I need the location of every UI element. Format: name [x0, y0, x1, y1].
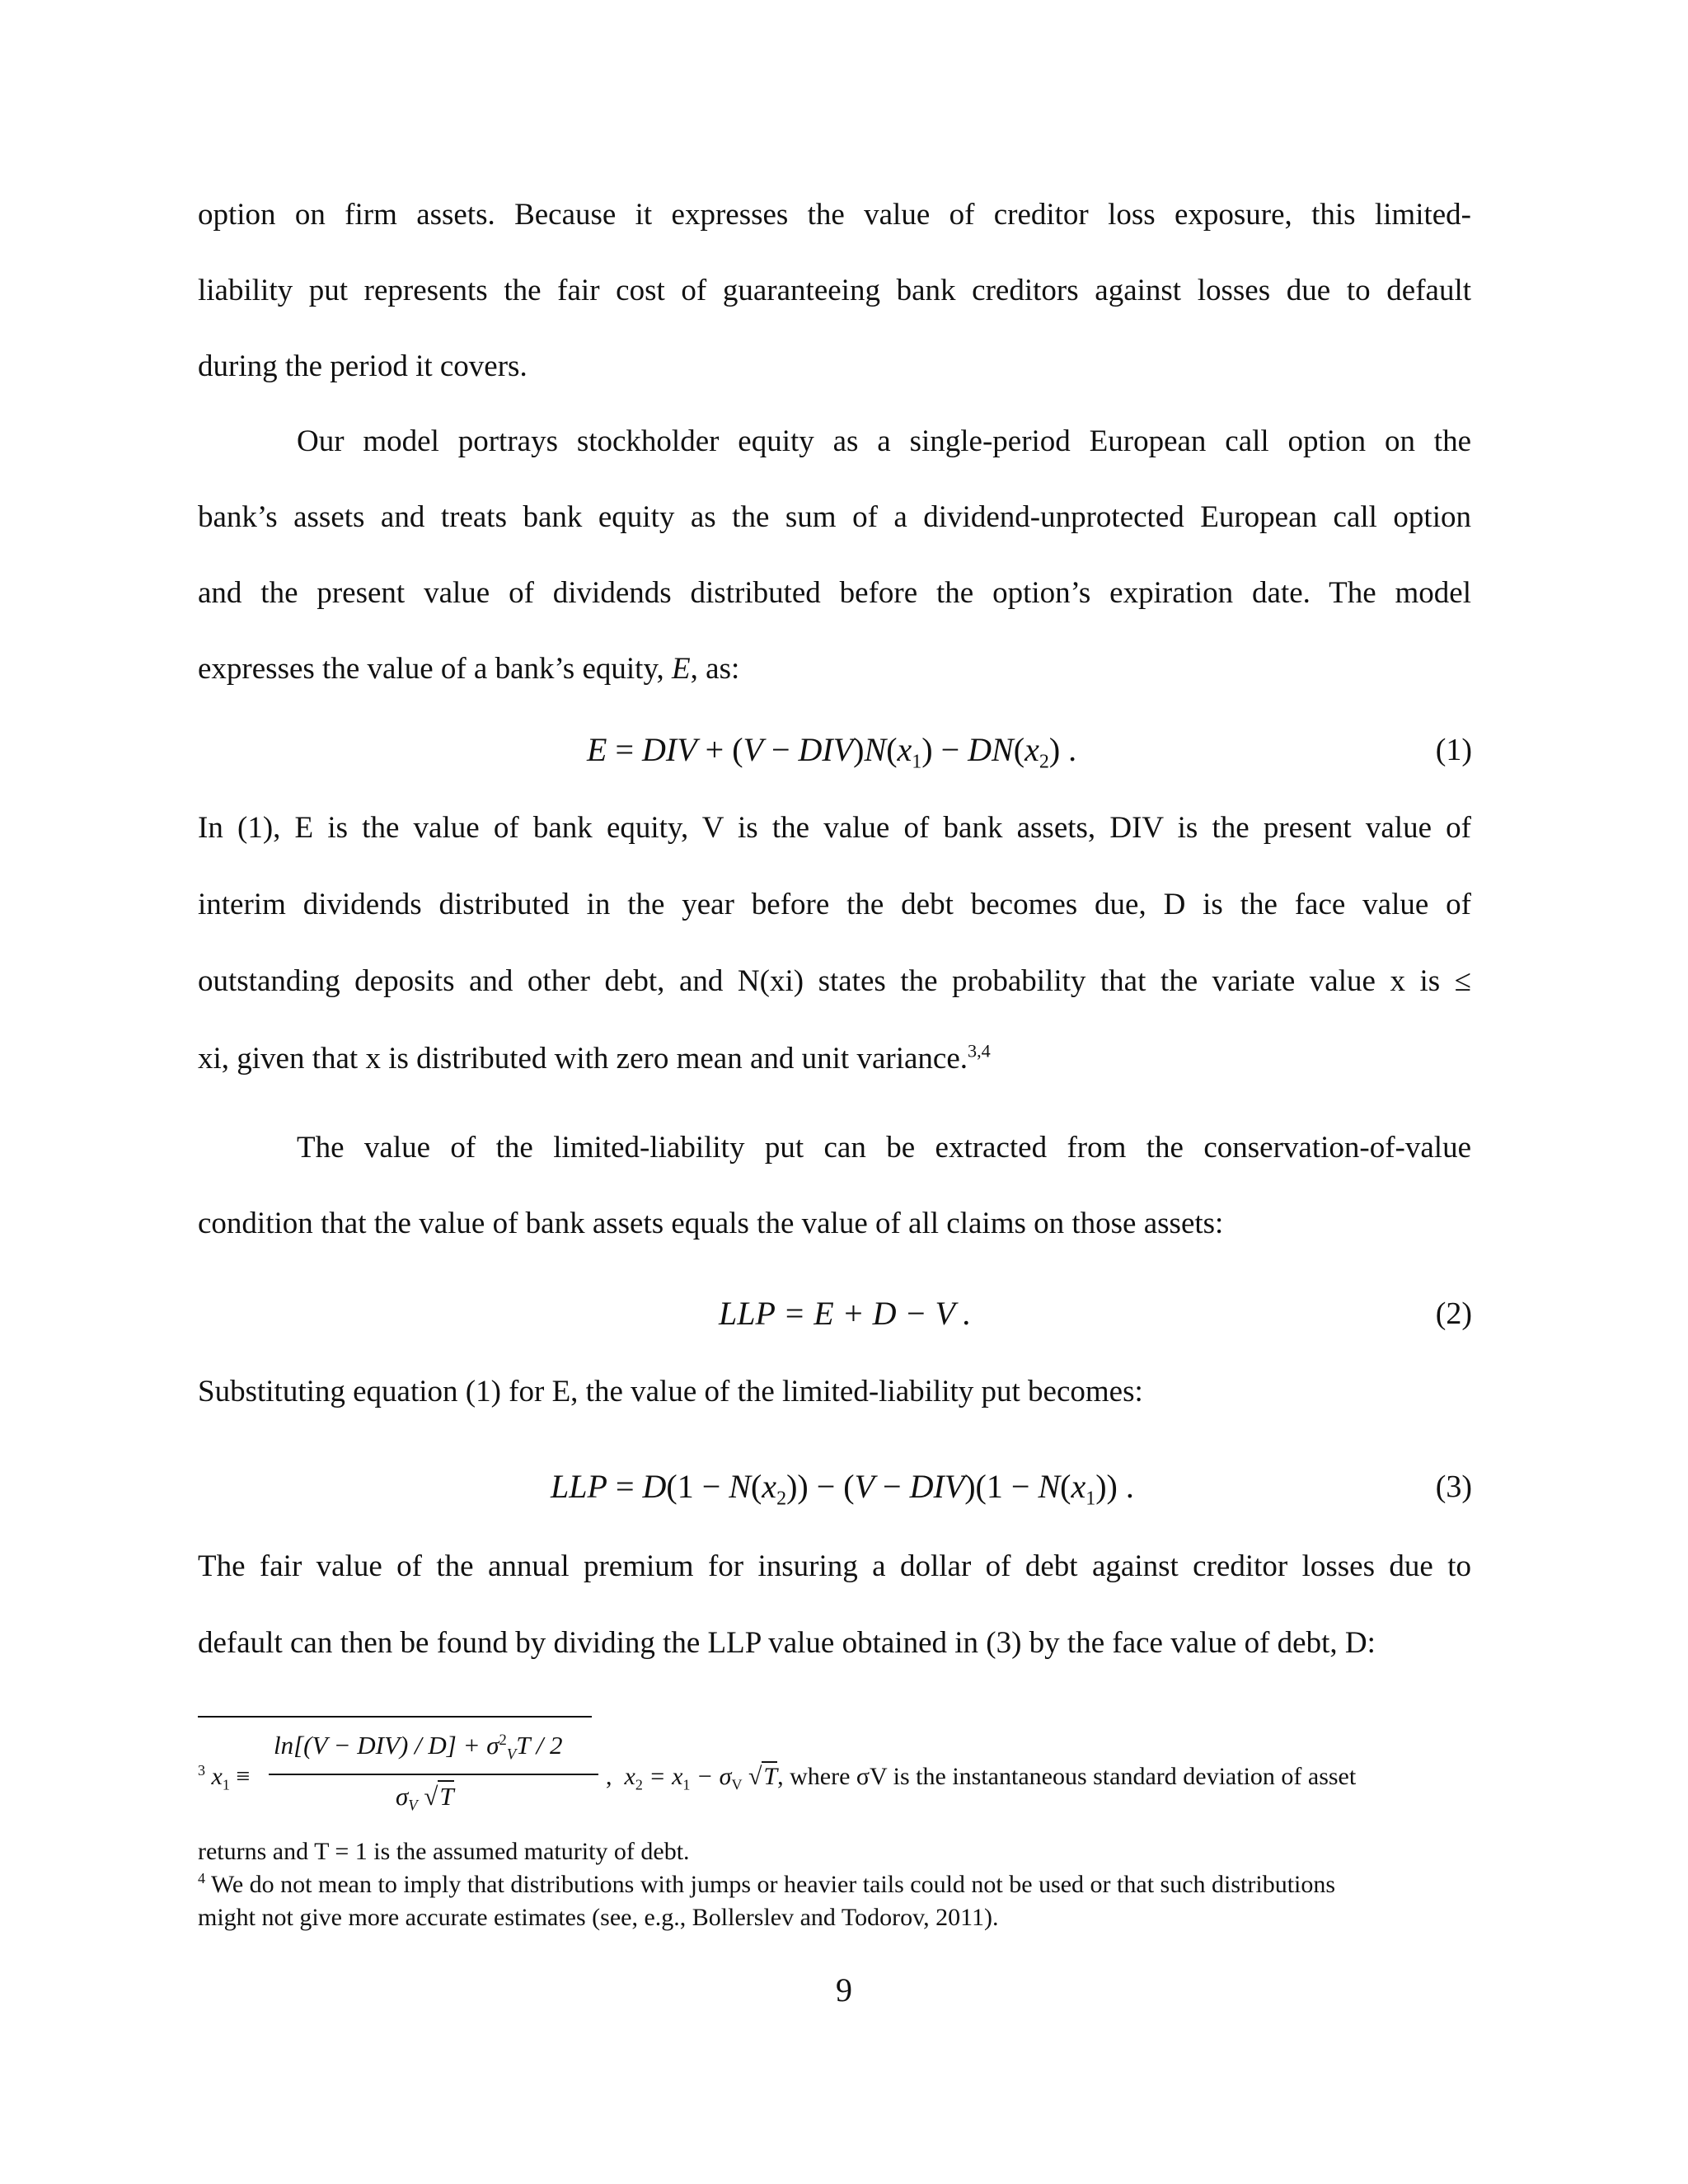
fraction-bar [269, 1774, 598, 1775]
footnote-mark: 3 [198, 1762, 205, 1779]
body-line: liability put represents the fair cost of guaranteeing bank creditors against losses due to default [198, 274, 1471, 307]
body-line [198, 1039, 1471, 1079]
footnote-3-line2: returns and T = 1 is the assumed maturity of debt. [198, 1838, 690, 1865]
footnote-mark: 4 [198, 1870, 205, 1887]
equation-1: E = DIV + $(V - DIV)N(x_1) - DN(x_2)$ . [587, 731, 1077, 773]
body-line: and the present value of dividends distributed before the option’s expiration date. The model [198, 576, 1471, 610]
body-line: The value of the limited-liability put can be extracted from the conservation-of-value [297, 1131, 1471, 1165]
footnote-3-tail: , $x_2 = x_1 - \sigma_V$ √T, where σV is the instantaneous standard deviation of asset [606, 1763, 1357, 1793]
body-line: default can then be found by dividing the LLP value obtained in (3) by the face value of debt, D: [198, 1626, 1376, 1660]
body-line: outstanding deposits and other debt, and N(xi) states the probability that the variate value x is ≤ [198, 964, 1471, 998]
body-line [198, 649, 1471, 689]
body-line: interim dividends distributed in the year before the debt becomes due, D is the face value of [198, 888, 1471, 921]
body-line: In (1), E is the value of bank equity, V is the value of bank assets, DIV is the present value of [198, 811, 1471, 845]
equation-3: LLP = $D(1 - N(x_2)) - (V - DIV)(1 - N(x_1))$ . [551, 1468, 1134, 1510]
body-line: bank’s assets and treats bank equity as the sum of a dividend-unprotected European call option [198, 500, 1471, 534]
text-run: xi, given that x is distributed with zero mean and unit variance. [198, 1042, 968, 1076]
text-run: , as: [690, 652, 740, 686]
footnote-4: $^4$ We do not mean to imply that distributions with jumps or heavier tails could not be used or that such distributions [198, 1870, 1336, 1898]
footnote-3-fraction [264, 1731, 602, 1838]
body-line: Substituting equation (1) for E, the value of the limited-liability put becomes: [198, 1375, 1143, 1408]
footnote-separator [198, 1716, 592, 1718]
fraction-denominator: $\sigma_V$ √T [396, 1782, 454, 1815]
body-line: Our model portrays stockholder equity as a single-period European call option on the [297, 424, 1471, 458]
equation-2: LLP = E + D − V . [719, 1295, 972, 1332]
footnote-4-line2: might not give more accurate estimates (see, e.g., Bollerslev and Todorov, 2011). [198, 1904, 999, 1931]
equation-number: (1) [1435, 733, 1472, 767]
equation-number: (2) [1435, 1296, 1472, 1331]
footnote-ref: 3,4 [968, 1040, 991, 1062]
variable-E: E [672, 652, 691, 686]
equation-number: (3) [1435, 1469, 1472, 1504]
body-line: condition that the value of bank assets equals the value of all claims on those assets: [198, 1207, 1224, 1240]
body-line: The fair value of the annual premium for insuring a dollar of debt against creditor losses due to [198, 1549, 1471, 1583]
footnote-3-lead: $^3$ $x_1$ ≡ [198, 1762, 251, 1793]
page-number: 9 [836, 1971, 852, 2008]
body-line: during the period it covers. [198, 349, 528, 383]
text-run: expresses the value of a bank’s equity, [198, 652, 664, 686]
fraction-numerator: $\ln[(V - DIV) / D] + \sigma^2_VT / 2$ [274, 1731, 563, 1764]
body-line: option on firm assets. Because it expresses the value of creditor loss exposure, this limited- [198, 198, 1471, 232]
